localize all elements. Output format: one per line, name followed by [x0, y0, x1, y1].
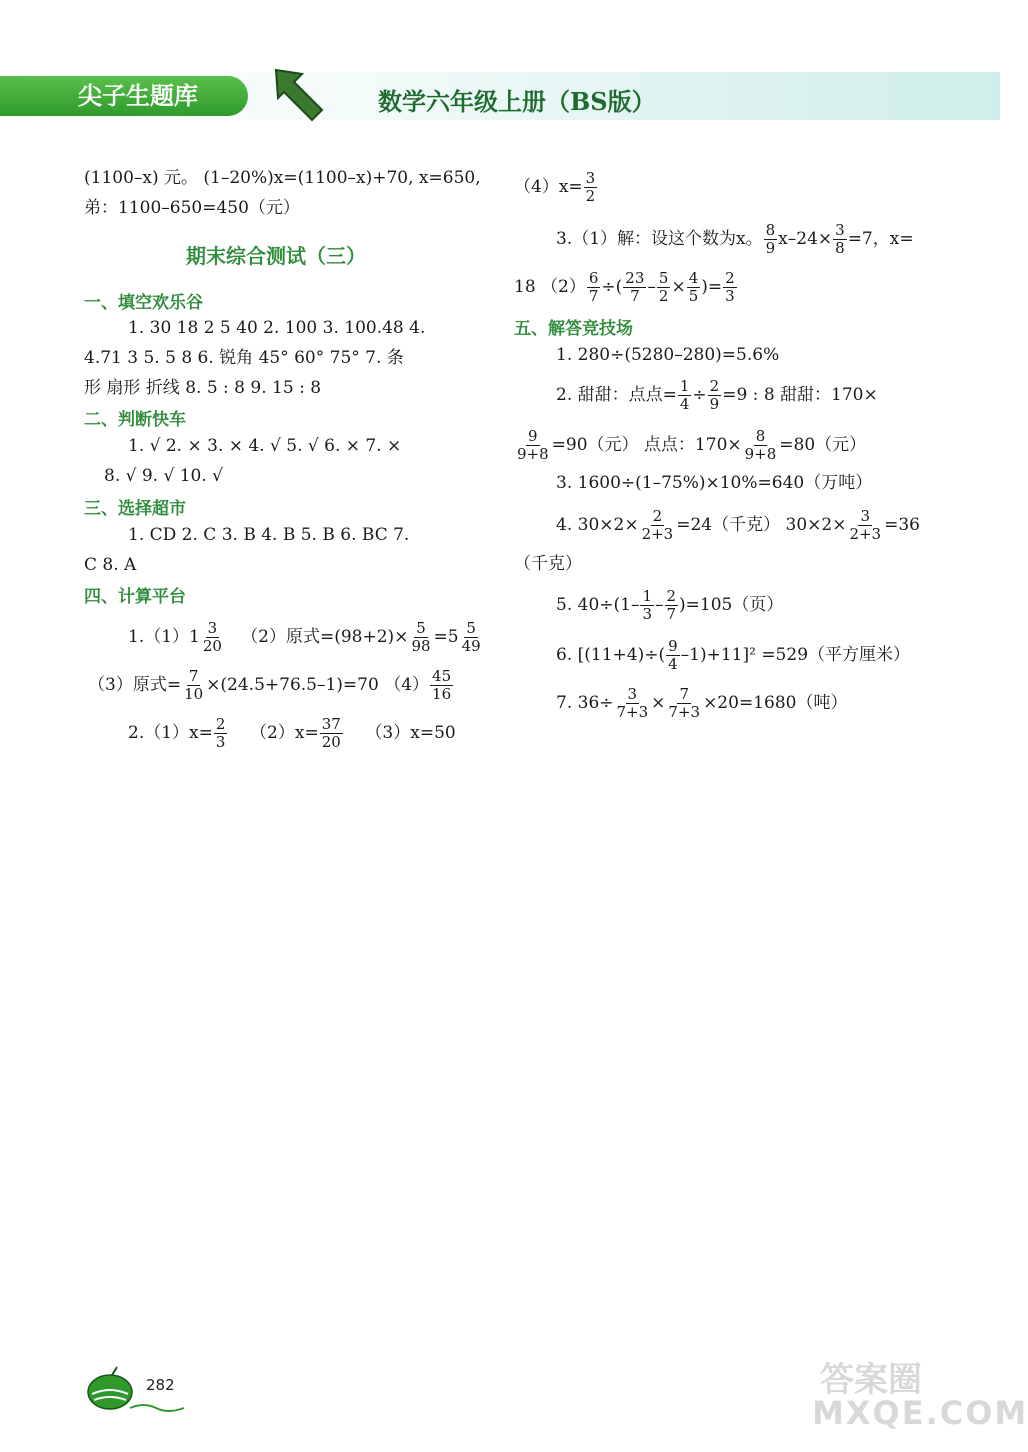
denominator: 49	[461, 637, 481, 655]
s1-line-3: 形 扇形 折线 8. 5 : 8 9. 15 : 8	[84, 378, 322, 398]
numerator: 45	[432, 667, 452, 685]
denominator: 5	[688, 287, 699, 305]
page-number: 282	[146, 1376, 175, 1394]
denominator: 9	[765, 239, 776, 257]
s4-line-1: 1.（1）1 $\frac{3}{20}$ （2）原式=(98+2)× $\frac{5}{98}$ =5 $\frac{5}{49}$	[128, 619, 481, 655]
denominator: 7	[588, 287, 599, 305]
numerator: 3	[207, 619, 218, 637]
numerator: 1	[642, 587, 652, 605]
numerator: 9	[668, 637, 678, 655]
s2-line-2: 8. √ 9. √ 10. √	[104, 466, 223, 486]
numerator: 3	[835, 221, 845, 239]
fraction	[640, 508, 676, 543]
book-title: 数学六年级上册（BS版）	[378, 87, 656, 116]
numerator: 5	[658, 269, 669, 287]
fraction	[515, 428, 551, 463]
denominator: 2	[585, 187, 596, 205]
s1-line-1: 1. 30 18 2 5 40 2. 100 3. 100.48 4.	[128, 318, 426, 338]
numerator: 37	[321, 715, 341, 733]
numerator: 3	[627, 685, 638, 703]
fraction	[214, 716, 228, 751]
numerator: 1	[679, 377, 690, 395]
fraction	[584, 170, 598, 205]
fraction	[723, 270, 737, 305]
answer-3: 3. 1600÷(1–75%)×10%=640（万吨）	[556, 473, 873, 493]
denominator: 2+3	[641, 525, 674, 543]
numerator: 2	[666, 587, 677, 605]
fraction	[743, 428, 779, 463]
fraction	[666, 686, 702, 721]
answer-7: 7. 36÷ $\frac{3}{7+3}$ × $\frac{7}{7+3}$ ×20=1680（吨）	[556, 685, 848, 721]
brand-label: 尖子生题库	[0, 76, 248, 116]
denominator: 16	[432, 685, 452, 703]
denominator: 10	[184, 685, 204, 703]
denominator: 3	[725, 287, 735, 305]
denominator: 2+3	[849, 525, 882, 543]
fraction	[460, 620, 483, 655]
fraction	[687, 270, 701, 305]
denominator: 7+3	[668, 703, 701, 721]
r-line-1: （4）x= $\frac{3}{2}$	[514, 169, 596, 205]
answer-1: 1. 280÷(5280–280)=5.6%	[556, 345, 780, 365]
numerator: 23	[625, 269, 645, 287]
answer-2b: $\frac{9}{9+8}$ =90（元） 点点：170× $\frac{8}{9+8}$ =80（元）	[517, 427, 867, 463]
numerator: 5	[416, 619, 426, 637]
denominator: 3	[215, 733, 226, 751]
answer-6: 6. [(11+4)÷( $\frac{9}{4}$ –1)+11]² =529（平方厘米）	[556, 637, 911, 673]
test-title: 期末综合测试（三）	[186, 244, 366, 268]
arrow-icon	[268, 64, 328, 124]
fraction	[320, 716, 343, 751]
section-3-title: 三、选择超市	[84, 499, 186, 519]
denominator: 9	[709, 395, 720, 413]
r-line-2: 3.（1）解：设这个数为x。 $\frac{8}{9}$ x–24× $\frac{3}{8}$ =7，x=	[556, 221, 914, 257]
fraction	[640, 588, 654, 623]
numerator: 3	[860, 507, 871, 525]
s4-line-2: （3）原式= $\frac{7}{10}$ ×(24.5+76.5–1)=70 （4） $\frac{45}{16}$	[88, 667, 452, 703]
denominator: 2	[658, 287, 669, 305]
denominator: 4	[668, 655, 678, 673]
fraction	[430, 668, 453, 703]
fraction	[847, 508, 883, 543]
fraction	[182, 668, 205, 703]
numerator: 2	[709, 377, 720, 395]
r-line-3: 18 （2） $\frac{6}{7}$ ÷( $\frac{23}{7}$ – $\frac{5}{2}$ × $\frac{4}{5}$ )= $\frac{2}{3}$	[514, 269, 735, 305]
fraction	[615, 686, 651, 721]
denominator: 7	[666, 605, 677, 623]
fraction	[587, 270, 601, 305]
section-1-title: 一、填空欢乐谷	[84, 293, 203, 313]
s3-line-1: 1. CD 2. C 3. B 4. B 5. B 6. BC 7.	[128, 525, 410, 545]
denominator: 7	[630, 287, 640, 305]
watermark-url: MXQE.COM	[812, 1394, 1028, 1432]
numerator: 4	[688, 269, 699, 287]
denominator: 4	[679, 395, 690, 413]
numerator: 2	[652, 507, 663, 525]
numerator: 5	[466, 619, 476, 637]
denominator: 98	[411, 637, 431, 655]
numerator: 2	[725, 269, 735, 287]
fraction	[657, 270, 671, 305]
numerator: 2	[215, 715, 226, 733]
denominator: 9+8	[517, 445, 549, 463]
denominator: 20	[321, 733, 341, 751]
fraction	[623, 270, 646, 305]
fraction	[708, 378, 722, 413]
s4-line-3: 2.（1）x= $\frac{2}{3}$ （2）x= $\frac{37}{20}$ （3）x=50	[128, 715, 456, 751]
fraction	[665, 588, 679, 623]
denominator: 9+8	[744, 445, 777, 463]
denominator: 3	[642, 605, 652, 623]
numerator: 6	[588, 269, 599, 287]
s3-line-2: C 8. A	[84, 555, 137, 575]
numerator: 3	[585, 169, 596, 187]
section-4-title: 四、计算平台	[84, 587, 186, 607]
fraction	[409, 620, 432, 655]
section-2-title: 二、判断快车	[84, 410, 186, 430]
answer-5: 5. 40÷(1– $\frac{1}{3}$ – $\frac{2}{7}$ )=105（页）	[556, 587, 784, 623]
denominator: 8	[835, 239, 845, 257]
intro-line-1: (1100–x) 元。 (1–20%)x=(1100–x)+70, x=650,	[84, 168, 481, 188]
fraction	[678, 378, 692, 413]
denominator: 20	[202, 637, 222, 655]
numerator: 8	[765, 221, 776, 239]
s1-line-2: 4.71 3 5. 5 8 6. 锐角 45° 60° 75° 7. 条	[84, 348, 404, 368]
fraction	[833, 222, 847, 257]
numerator: 9	[528, 427, 538, 445]
answer-2a: 2. 甜甜：点点= $\frac{1}{4}$ ÷ $\frac{2}{9}$ =9 : 8 甜甜：170×	[556, 377, 878, 413]
fraction	[666, 638, 680, 673]
denominator: 7+3	[616, 703, 649, 721]
s2-line-1: 1. √ 2. × 3. × 4. √ 5. √ 6. × 7. ×	[128, 436, 402, 456]
fraction	[764, 222, 778, 257]
section-5-title: 五、解答竞技场	[514, 319, 633, 339]
watermark-logo: 答案圈	[820, 1360, 922, 1400]
numerator: 8	[755, 427, 766, 445]
answer-4b: （千克）	[514, 554, 582, 574]
fraction	[201, 620, 224, 655]
numerator: 7	[188, 667, 199, 685]
answer-4a: 4. 30×2× $\frac{2}{2+3}$ =24（千克） 30×2× $\frac{3}{2+3}$ =36	[556, 507, 920, 543]
intro-line-2: 弟：1100–650=450（元）	[84, 198, 300, 218]
numerator: 7	[679, 685, 689, 703]
